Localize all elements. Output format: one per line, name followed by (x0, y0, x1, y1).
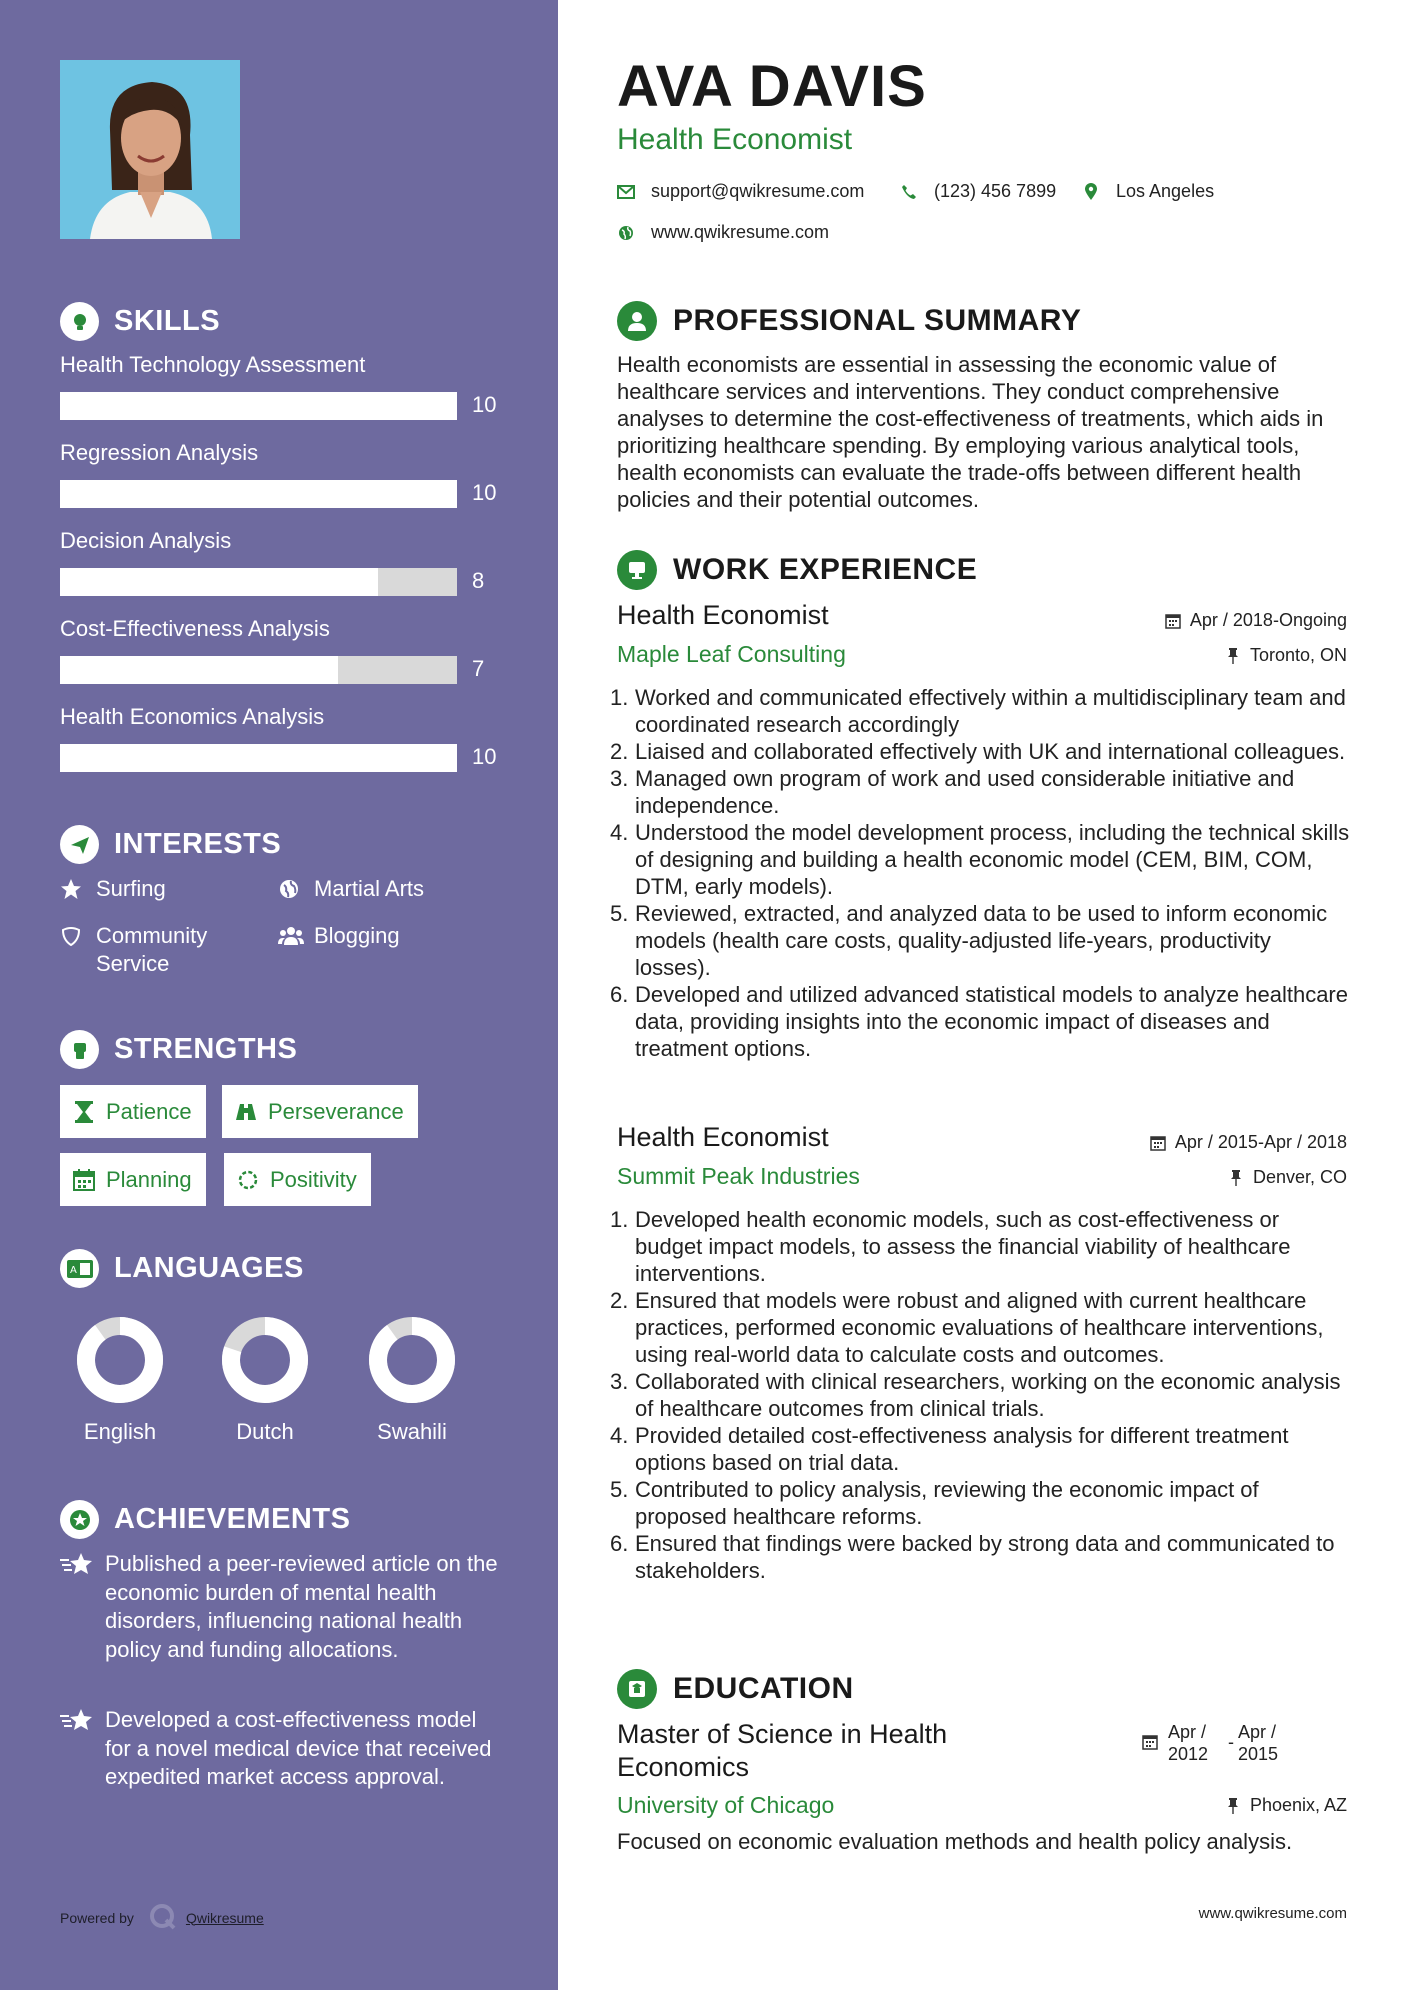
interest-martial-arts: Martial Arts (278, 875, 424, 903)
envelope-icon (617, 183, 635, 201)
duty-item: 4. Understood the model development process, including the technical skills of designing and building a health economic model (CEM, BIM, COM, DTM, early models). (610, 820, 1350, 899)
map-pin-icon (1082, 183, 1100, 201)
language-swahili: Swahili (352, 1315, 472, 1445)
skill-bar-fill (60, 744, 457, 772)
paper-plane-icon (60, 825, 99, 864)
pushpin-icon (1227, 1169, 1245, 1187)
skill-name: Health Economics Analysis (60, 704, 325, 729)
users-icon (278, 922, 304, 950)
hourglass-icon (72, 1100, 96, 1124)
globe-icon (278, 875, 304, 903)
skill-bar-fill (60, 480, 457, 508)
calendar-icon (1142, 1733, 1168, 1755)
language-english: English (60, 1315, 180, 1445)
duty-item: 4. Provided detailed cost-effectiveness analysis for different treatment options based on trial data. (610, 1423, 1289, 1475)
education-start: Apr / 2012 (1168, 1722, 1209, 1764)
contact-website[interactable]: www.qwikresume.com (617, 222, 829, 243)
job-dates: Apr / 2018-Ongoing (1164, 610, 1347, 631)
job-duties (610, 684, 1350, 1062)
skill-name: Health Technology Assessment (60, 352, 366, 377)
degree-title: Master of Science in Health Economics (617, 1719, 948, 1782)
spinner-icon (236, 1168, 260, 1192)
skills-heading: SKILLS (60, 302, 220, 341)
skill-bar (60, 392, 457, 420)
shooting-star-icon (60, 1550, 95, 1578)
skill-value: 7 (472, 656, 485, 681)
interest-blogging: Blogging (278, 922, 400, 950)
duty-item: 1. Developed health economic models, such as cost-effectiveness or budget impact models, to assess the financial viability of healthcare interventions. (610, 1207, 1291, 1286)
job-duties (610, 1206, 1350, 1584)
company-name: Maple Leaf Consulting (617, 641, 846, 667)
summary-text: Health economists are essential in assessing the economic value of healthcare services and interventions. They conduct comprehensive analyses to determine the cost-effectiveness of treatments, which aids in prioritizing healthcare spending. By employing various analytical tools, health economists can evaluate the trade-offs between different health policies and their potential outcomes. (617, 352, 1324, 512)
candidate-role: Health Economist (617, 123, 853, 156)
duty-item: 5. Reviewed, extracted, and analyzed data to be used to inform economic models (health care costs, quality-adjusted life-years, productivity losses). (610, 901, 1328, 980)
job-title: Health Economist (617, 1122, 829, 1152)
duty-item: 5. Contributed to policy analysis, reviewing the economic impact of proposed healthcare reforms. (610, 1477, 1259, 1529)
language-ring (75, 1315, 165, 1405)
skill-bar (60, 480, 457, 508)
job-title: Health Economist (617, 600, 829, 630)
sidebar (0, 0, 558, 1990)
skill-value: 10 (472, 480, 497, 505)
user-icon (617, 301, 657, 341)
education-description: Focused on economic evaluation methods and health policy analysis. (617, 1829, 1293, 1854)
duty-item: 3. Collaborated with clinical researchers, working on the economic analysis of healthcare outcomes from clinical trials. (610, 1369, 1341, 1421)
school-name: University of Chicago (617, 1792, 835, 1818)
skill-bar-fill (60, 392, 457, 420)
skill-bar (60, 656, 457, 684)
language-icon (60, 1249, 99, 1288)
powered-by: Powered by Qwikresume (60, 1902, 264, 1933)
star-icon (60, 875, 86, 903)
company-name: Summit Peak Industries (617, 1163, 860, 1189)
candidate-name: AVA DAVIS (617, 54, 927, 119)
skill-bar-fill (60, 656, 338, 684)
globe-icon (617, 224, 635, 242)
skill-bar-fill (60, 568, 378, 596)
education-location: Phoenix, AZ (1224, 1795, 1347, 1816)
duty-item: 2. Ensured that models were robust and aligned with current healthcare practices, performed economic evaluations of healthcare interventions, using real-world data to calculate costs and outcomes. (610, 1288, 1324, 1367)
skill-bar (60, 744, 457, 772)
language-ring (220, 1315, 310, 1405)
star-badge-icon (60, 1500, 99, 1539)
skill-value: 8 (472, 568, 485, 593)
strength-perseverance: Perseverance (222, 1085, 418, 1138)
skill-name: Regression Analysis (60, 440, 259, 465)
calendar-icon (1149, 1134, 1167, 1152)
skill-value: 10 (472, 392, 497, 417)
language-ring (367, 1315, 457, 1405)
svg-text:A: A (69, 1264, 77, 1276)
lightbulb-icon (60, 302, 99, 341)
qwikresume-link[interactable]: Qwikresume (185, 1909, 264, 1926)
summary-heading: PROFESSIONAL SUMMARY (617, 301, 1081, 341)
binoculars-icon (234, 1100, 258, 1124)
interest-surfing: Surfing (60, 875, 166, 903)
calendar-icon (72, 1168, 96, 1192)
job-location: Denver, CO (1227, 1167, 1347, 1188)
language-ring-fill (86, 1326, 154, 1394)
profile-photo (60, 60, 240, 239)
job-location: Toronto, ON (1224, 645, 1347, 666)
job-dates: Apr / 2015-Apr / 2018 (1149, 1132, 1347, 1153)
achievement-item: Developed a cost-effectiveness model for a novel medical device that received expedited market access approval. (60, 1706, 500, 1792)
interest-community-service: Community Service (60, 922, 226, 978)
duty-item: 2. Liaised and collaborated effectively with UK and international colleagues. (610, 739, 1346, 764)
duty-item: 3. Managed own program of work and used considerable initiative and independence. (610, 766, 1295, 818)
education-end: Apr / 2015 (1238, 1722, 1279, 1764)
language-ring-fill (378, 1326, 446, 1394)
duty-item: 6. Ensured that findings were backed by strong data and communicated to stakeholders. (610, 1531, 1335, 1583)
language-dutch: Dutch (205, 1315, 325, 1445)
strengths-heading: STRENGTHS (60, 1030, 297, 1069)
skill-value: 10 (472, 744, 497, 769)
contact-email[interactable]: support@qwikresume.com (617, 181, 864, 202)
skill-name: Decision Analysis (60, 528, 232, 553)
languages-heading: A LANGUAGES (60, 1249, 304, 1288)
duty-item: 1. Worked and communicated effectively within a multidisciplinary team and coordinated research accordingly (610, 685, 1346, 737)
briefcase-icon (617, 550, 657, 590)
interests-heading: INTERESTS (60, 825, 281, 864)
pushpin-icon (1224, 1797, 1242, 1815)
education-heading: EDUCATION (617, 1669, 854, 1709)
experience-heading: WORK EXPERIENCE (617, 550, 977, 590)
qwikresume-logo-icon (148, 1902, 176, 1933)
shooting-star-icon (60, 1706, 95, 1734)
phone-icon (900, 183, 918, 201)
fist-icon (60, 1030, 99, 1069)
achievement-item: Published a peer-reviewed article on the economic burden of mental health disorders, influencing national health policy and funding allocations. (60, 1550, 500, 1664)
contact-phone[interactable]: (123) 456 7899 (900, 181, 1056, 202)
graduation-icon (617, 1669, 657, 1709)
contact-location: Los Angeles (1082, 181, 1214, 202)
strength-patience: Patience (60, 1085, 206, 1138)
shield-icon (60, 922, 86, 950)
skill-bar (60, 568, 457, 596)
calendar-icon (1164, 612, 1182, 630)
duty-item: 6. Developed and utilized advanced statistical models to analyze healthcare data, providing insights into the economic impact of diseases and treatment options. (610, 982, 1348, 1061)
strength-planning: Planning (60, 1153, 206, 1206)
pushpin-icon (1224, 647, 1242, 665)
achievements-heading: ACHIEVEMENTS (60, 1500, 350, 1539)
strength-positivity: Positivity (224, 1153, 371, 1206)
skill-name: Cost-Effectiveness Analysis (60, 616, 330, 641)
footer-website-link[interactable]: www.qwikresume.com (1198, 1905, 1347, 1922)
education-dates: Apr / 2012 - Apr / 2015 (1142, 1721, 1298, 1765)
